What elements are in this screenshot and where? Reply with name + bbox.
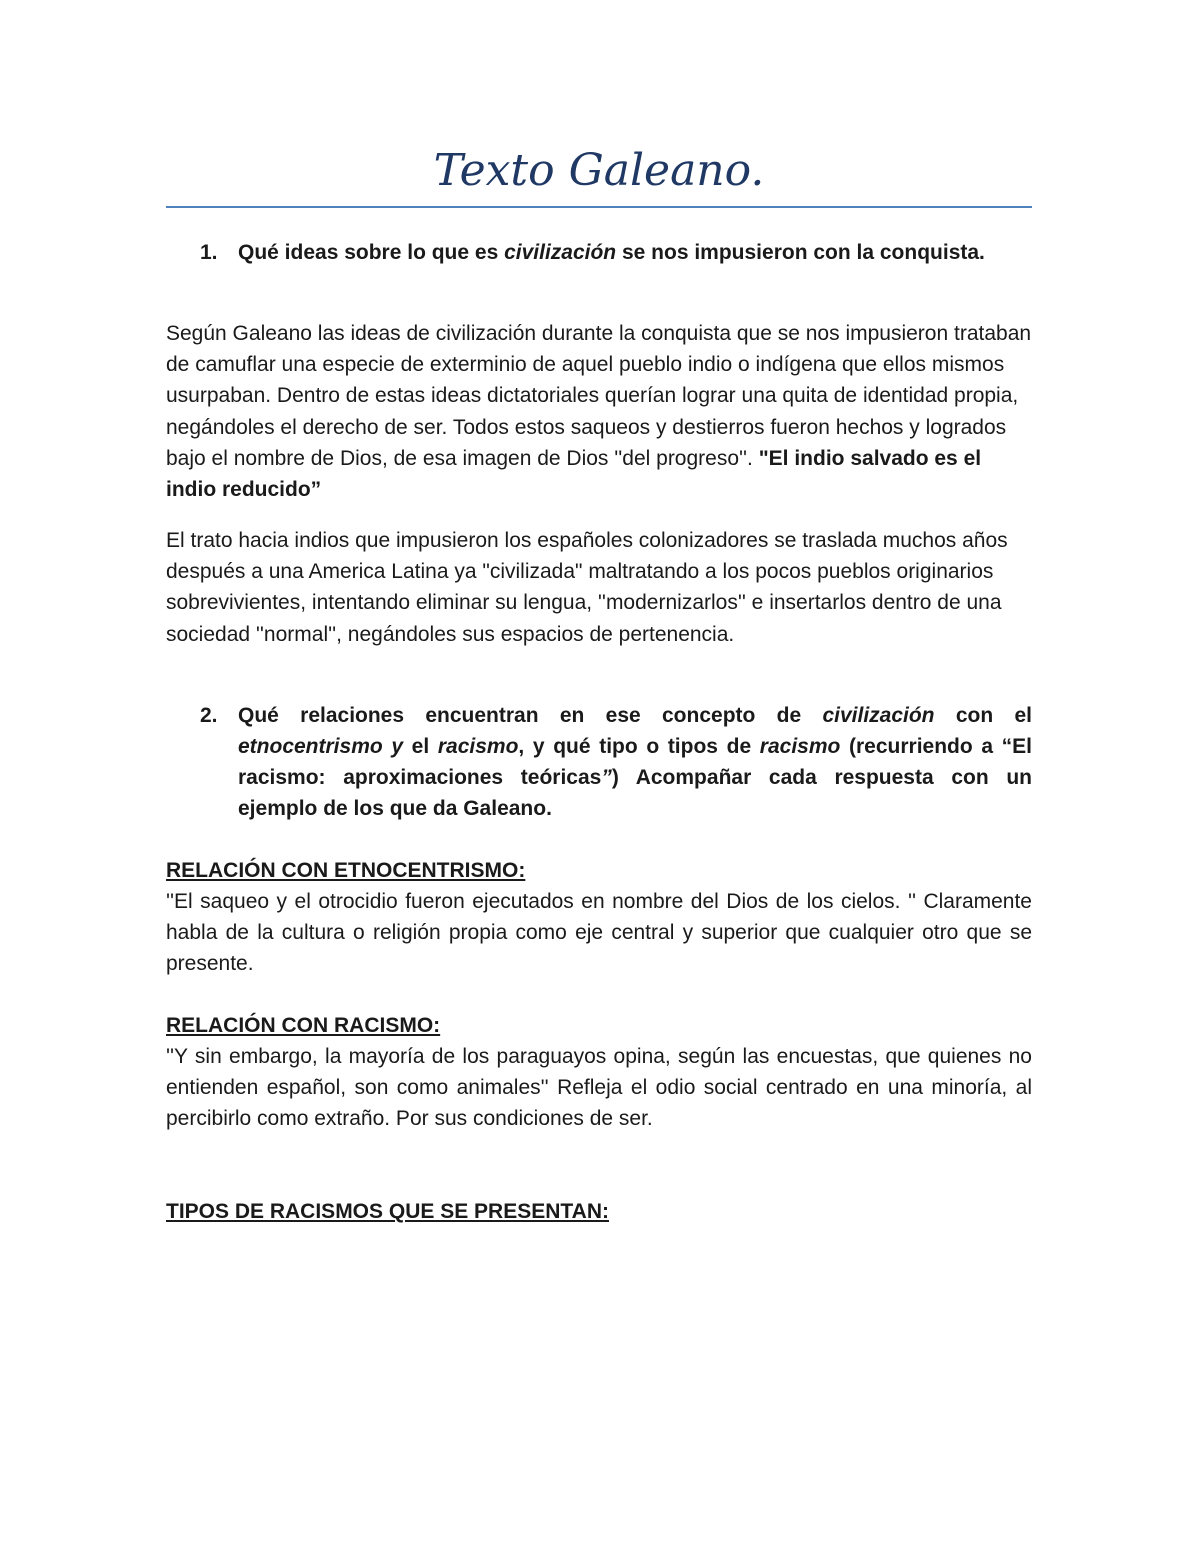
- answer-1-paragraph-1: [166, 318, 1032, 505]
- question-2-text-part: , y qué tipo o tipos de: [518, 735, 760, 758]
- question-1-text-part: Qué ideas sobre lo que es: [238, 241, 505, 264]
- question-1-italic-term: civilización: [504, 241, 617, 264]
- answer-1-bold-quote: "El indio salvado es el indio reducido”: [166, 446, 982, 502]
- section-heading-racismo: RELACIÓN CON RACISMO:: [166, 1014, 441, 1037]
- document-title: Texto Galeano.: [433, 145, 765, 196]
- section-etnocentrismo-text: ''El saqueo y el otrocidio fueron ejecutados en nombre del Dios de los cielos. '' Claramente habla de la cultura o religión propia como eje central y superior que cualquier otro que se presente.: [166, 890, 1032, 976]
- question-2-text-part: (recurriendo a “El racismo: aproximaciones teóricas: [238, 735, 1033, 789]
- question-2: [166, 700, 1032, 824]
- question-2-italic-term: racismo: [759, 735, 841, 758]
- question-2-text: [238, 700, 1032, 824]
- question-2-text-part: Qué relaciones encuentran en ese concepto de: [238, 704, 823, 727]
- answer-1-paragraph-1-text: Según Galeano las ideas de civilización durante la conquista que se nos impusieron trataban de camuflar una especie de exterminio de aquel pueblo indio o indígena que ellos mismos usurpaban. Dentro de estas ideas dictatoriales querían lograr una quita de identidad propia, negándoles el derecho de ser. Todos estos saqueos y destierros fueron hechos y logrados bajo el nombre de Dios, de esa imagen de Dios ''del progreso''.: [166, 322, 1032, 470]
- question-2-text-part: con el: [934, 704, 1032, 727]
- title-underline-rule: [166, 206, 1032, 208]
- question-2-italic-term: civilización: [822, 704, 935, 727]
- question-2-italic-term: etnocentrismo y: [238, 735, 404, 758]
- question-2-italic-term: ”: [601, 766, 612, 789]
- section-racismo-text: ''Y sin embargo, la mayoría de los paraguayos opina, según las encuestas, que quienes no entienden español, son como animales'' Refleja el odio social centrado en una minoría, al percibirlo como extraño. Por sus condiciones de ser.: [166, 1045, 1032, 1131]
- section-heading-etnocentrismo: RELACIÓN CON ETNOCENTRISMO:: [166, 859, 526, 882]
- question-2-number: 2.: [200, 704, 218, 727]
- section-heading-tipos-racismos: TIPOS DE RACISMOS QUE SE PRESENTAN:: [166, 1200, 609, 1223]
- question-2-text-part: el: [403, 735, 438, 758]
- question-1: [166, 237, 1032, 268]
- answer-1-paragraph-2: El trato hacia indios que impusieron los españoles colonizadores se traslada muchos años después a una America Latina ya "civilizada" maltratando a los pocos pueblos originarios sobrevivientes, intentando eliminar su lengua, ''modernizarlos'' e insertarlos dentro de una sociedad ''normal'', negándoles sus espacios de pertenencia.: [166, 529, 1008, 646]
- question-2-italic-term: racismo: [437, 735, 519, 758]
- question-1-text: [238, 237, 1032, 268]
- question-2-text-part: ) Acompañar cada respuesta con un ejemplo de los que da Galeano.: [238, 766, 1032, 820]
- question-1-text-part: se nos impusieron con la conquista.: [616, 241, 985, 264]
- question-1-number: 1.: [200, 241, 218, 264]
